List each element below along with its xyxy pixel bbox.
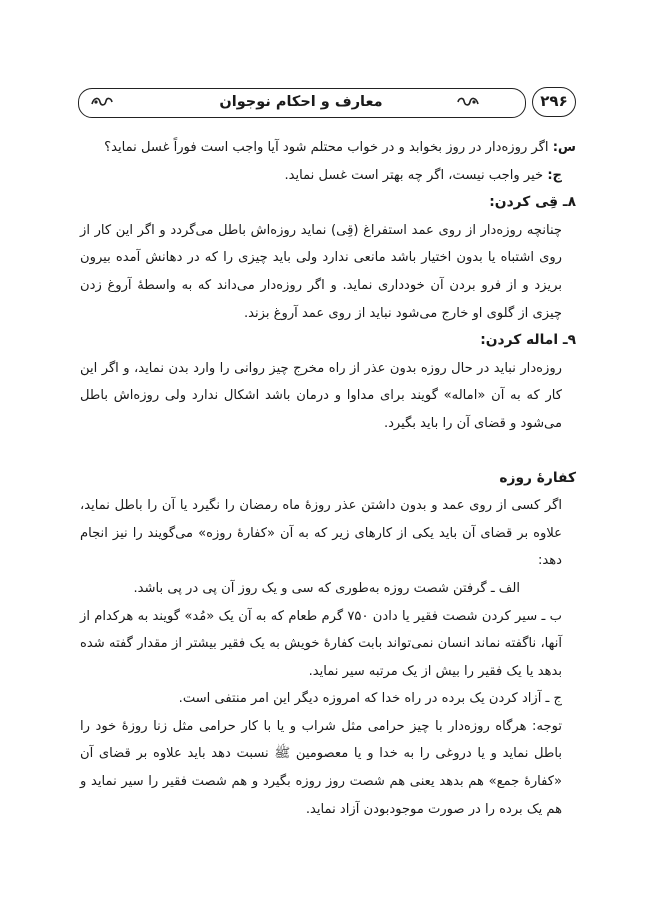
page-body — [80, 134, 576, 823]
running-header — [78, 88, 577, 118]
section-paragraph-vomiting: چنانچه روزه‌دار از روی عمد استفراغ (قِی) نماید روزه‌اش باطل می‌گردد و اگر این کار از روی اشتباه یا بدون اختیار باشد مانعی ندارد ولی باید چیزی را که در دهانش آمده بیرون بریزد و از فرو بردن آن خودداری نماید. و اگر روزه‌دار می‌داند که به واسطهٔ آروغ زدن چیزی از گلوی او خارج می‌شود نباید از روی عمد آروغ بزند. — [80, 222, 562, 321]
answer-paragraph — [80, 162, 576, 190]
kaffara-intro-paragraph: اگر کسی از روی عمد و بدون داشتن عذر روزهٔ ماه رمضان را نگیرد یا آن را باطل نماید، علاوه بر قضای آن باید یکی از کارهای زیر که به آن «کفارهٔ روزه» می‌گویند را نیز انجام دهد: — [80, 498, 562, 569]
question-text: اگر روزه‌دار در روز بخوابد و در خواب محتلم شود آیا واجب است فوراً غسل نماید؟ — [104, 140, 553, 155]
section-heading-kaffara: کفارهٔ روزه — [499, 469, 576, 486]
answer-label: ج: — [547, 167, 562, 183]
page-number: ۲۹۶ — [532, 87, 576, 117]
kaffara-option-c: ج ـ آزاد کردن یک برده در راه خدا که امروزه دیگر این امر منتفی است. — [178, 691, 562, 707]
ornament-right-icon — [456, 93, 480, 111]
section-heading-vomiting: ۸ـ قِی کردن: — [489, 194, 576, 211]
section-heading-enema: ۹ـ اماله کردن: — [480, 332, 576, 349]
section-spacer — [80, 438, 576, 465]
kaffara-note-paragraph: توجه: هرگاه روزه‌دار با چیز حرامی مثل شراب و یا با کار حرامی مثل زنا روزهٔ خود را باطل نماید و یا دروغی را به خدا و یا معصومین ﷺ نسبت دهد باید علاوه بر قضای آن «کفارهٔ جمع» هم بدهد یعنی هم شصت روز روزه بگیرد و هم شصت فقیر را سیر نماید و هم یک برده را در صورت موجودبودن آزاد نماید. — [80, 718, 562, 817]
question-label: س: — [552, 140, 576, 155]
answer-text: خیر واجب نیست، اگر چه بهتر است غسل نماید. — [284, 167, 548, 183]
question-paragraph — [80, 134, 576, 162]
header-title: معارف و احکام نوجوان — [219, 94, 383, 110]
section-paragraph-enema: روزه‌دار نباید در حال روزه بدون عذر از راه مخرج چیز روانی را وارد بدن نماید، و اگر این کار که به آن «اماله» گویند برای مداوا و درمان باشد اشکال ندارد ولی روزه‌اش باطل می‌شود و قضای آن را باید بگیرد. — [80, 360, 562, 431]
kaffara-option-a: الف ـ گرفتن شصت روزه به‌طوری که سی و یک روز آن پی در پی باشد. — [133, 580, 520, 596]
kaffara-option-b: ب ـ سیر کردن شصت فقیر یا دادن ۷۵۰ گرم طعام که به آن یک «مُد» گویند به هرکدام از آنها، ناگفته نماند انسان نمی‌تواند بابت کفارهٔ خویش به یک فقیر بیشتر از مقدار گفته شده بدهد یا یک فقیر را بیش از یک مرتبه سیر نماید. — [80, 608, 562, 679]
